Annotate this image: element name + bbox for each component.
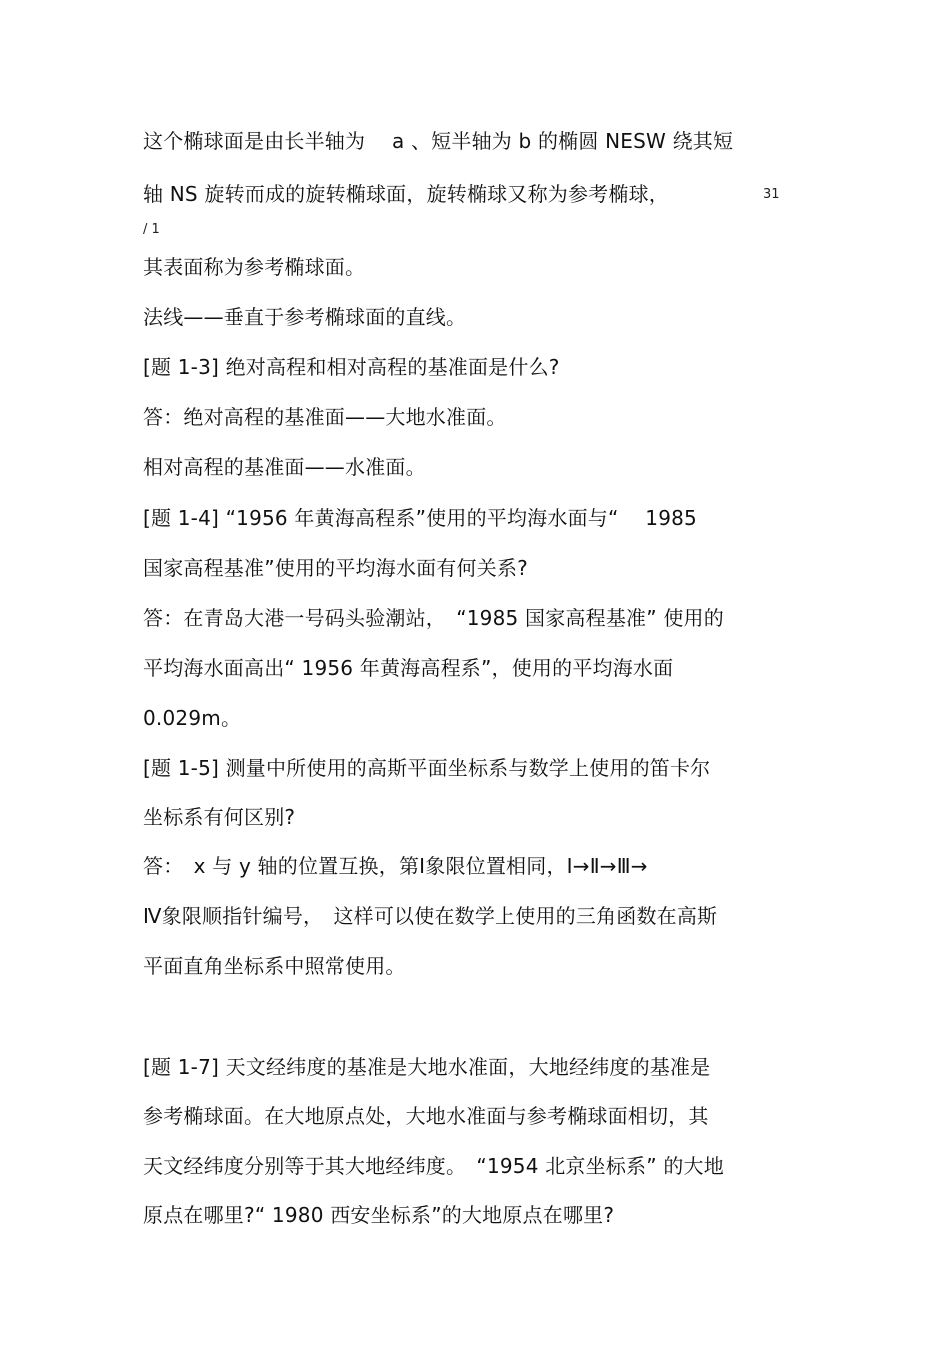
page-number: 31 [763,187,780,202]
text-line: 法线——垂直于参考椭球面的直线。 [143,305,467,329]
text-line: 相对高程的基准面——水准面。 [143,455,426,479]
text-line: 这个椭球面是由长半轴为 a 、短半轴为 b 的椭圆 NESW 绕其短 [143,129,734,153]
text-line: 坐标系有何区别? [143,805,296,829]
text-line: Ⅳ象限顺指针编号， 这样可以使在数学上使用的三角函数在高斯 [143,904,718,928]
text-line: 平均海水面高出“ 1956 年黄海高程系”，使用的平均海水面 [143,656,674,680]
question-heading: [题 1-5] 测量中所使用的高斯平面坐标系与数学上使用的笛卡尔 [143,756,711,780]
text-line: 原点在哪里?“ 1980 西安坐标系”的大地原点在哪里? [143,1203,615,1227]
text-line: 其表面称为参考椭球面。 [143,255,366,279]
text-line: 轴 NS 旋转而成的旋转椭球面，旋转椭球又称为参考椭球， [143,182,669,206]
text-line: 天文经纬度分别等于其大地经纬度。 “1954 北京坐标系” 的大地 [143,1154,724,1178]
question-heading: [题 1-4] “1956 年黄海高程系”使用的平均海水面与“ 1985 [143,506,697,530]
answer-line: 答： x 与 y 轴的位置互换，第Ⅰ象限位置相同，Ⅰ→Ⅱ→Ⅲ→ [143,854,648,878]
answer-line: 答：绝对高程的基准面——大地水准面。 [143,405,507,429]
question-heading: [题 1-3] 绝对高程和相对高程的基准面是什么? [143,355,560,379]
text-line: 参考椭球面。在大地原点处，大地水准面与参考椭球面相切，其 [143,1104,709,1128]
question-heading: [题 1-7] 天文经纬度的基准是大地水准面，大地经纬度的基准是 [143,1055,711,1079]
page-number-total: / 1 [143,222,160,237]
text-line: 平面直角坐标系中照常使用。 [143,954,406,978]
answer-line: 答：在青岛大港一号码头验潮站， “1985 国家高程基准” 使用的 [143,606,724,630]
text-line: 0.029m。 [143,706,242,730]
text-line: 国家高程基准”使用的平均海水面有何关系? [143,556,528,580]
